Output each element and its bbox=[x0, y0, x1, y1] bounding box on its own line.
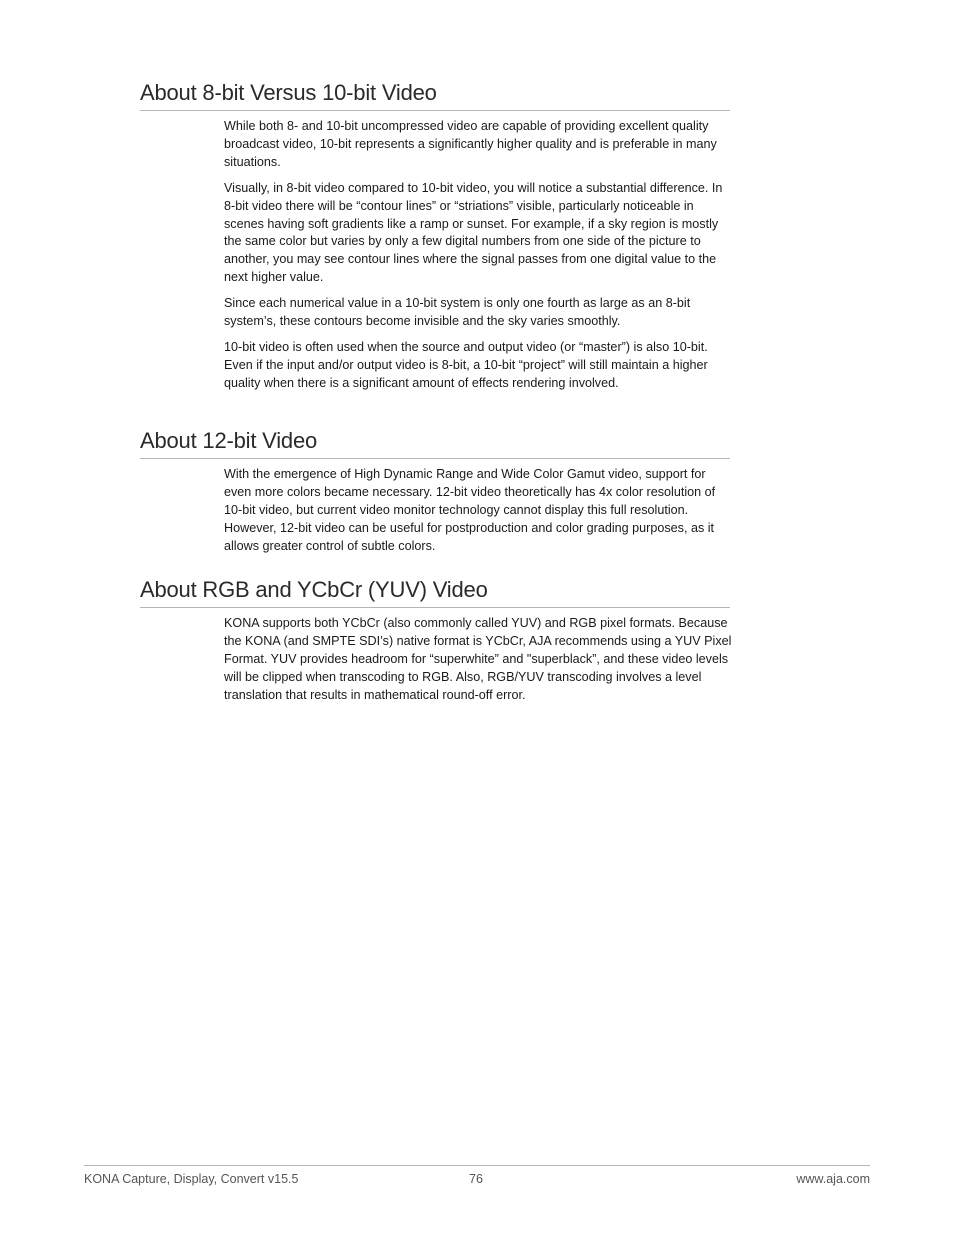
footer-website: www.aja.com bbox=[796, 1172, 870, 1186]
heading-rule bbox=[140, 607, 730, 608]
paragraph: While both 8- and 10-bit uncompressed video are capable of providing excellent quality broadcast video, 10-bit represents a significantly higher quality and is preferable in many situations. bbox=[224, 119, 717, 169]
section-body bbox=[224, 118, 732, 393]
section-heading: About 12-bit Video bbox=[140, 428, 318, 453]
section-12bit bbox=[140, 426, 730, 564]
section-heading: About RGB and YCbCr (YUV) Video bbox=[140, 577, 488, 602]
footer-page-number: 76 bbox=[469, 1172, 483, 1186]
paragraph: KONA supports both YCbCr (also commonly called YUV) and RGB pixel formats. Because the KONA (and SMPTE SDI’s) native format is YCbCr, AJA recommends using a YUV Pixel Format. YUV provides headroom for “superwhite” and "superblack”, and these video levels will be clipped when transcoding to RGB. Also, RGB/YUV transcoding involves a level translation that results in mathematical round-off error. bbox=[224, 616, 732, 702]
section-body bbox=[224, 615, 732, 705]
footer-rule bbox=[84, 1165, 870, 1166]
page-footer bbox=[84, 1172, 870, 1190]
section-8bit-vs-10bit bbox=[140, 78, 730, 401]
section-rgb-ycbcr bbox=[140, 575, 730, 713]
paragraph: With the emergence of High Dynamic Range and Wide Color Gamut video, support for even more colors became necessary. 12-bit video theoretically has 4x color resolution of 10-bit video, but current video monitor technology cannot display this full resolution. However, 12-bit video can be useful for postproduction and color grading purposes, as it allows greater control of subtle colors. bbox=[224, 467, 716, 553]
paragraph: Visually, in 8-bit video compared to 10-bit video, you will notice a substantial difference. In 8-bit video there will be “contour lines” or “striations” visible, particularly noticeable in scenes having soft gradients like a ramp or sunset. For example, if a sky region is mostly the same color but varies by only a few digital numbers from one side of the picture to another, you may see contour lines where the signal passes from one digital value to the next higher value. bbox=[224, 180, 723, 285]
section-heading: About 8-bit Versus 10-bit Video bbox=[140, 80, 437, 105]
footer-document-title: KONA Capture, Display, Convert v15.5 bbox=[84, 1172, 299, 1186]
heading-rule bbox=[140, 458, 730, 459]
paragraph: 10-bit video is often used when the source and output video (or “master”) is also 10-bit. Even if the input and/or output video is 8-bit, a 10-bit “project” will still maintain a higher quality when there is a significant amount of effects rendering involved. bbox=[224, 339, 708, 390]
heading-rule bbox=[140, 110, 730, 111]
paragraph: Since each numerical value in a 10-bit system is only one fourth as large as an 8-bit system’s, these contours become invisible and the sky varies smoothly. bbox=[224, 296, 691, 329]
section-body bbox=[224, 466, 732, 556]
